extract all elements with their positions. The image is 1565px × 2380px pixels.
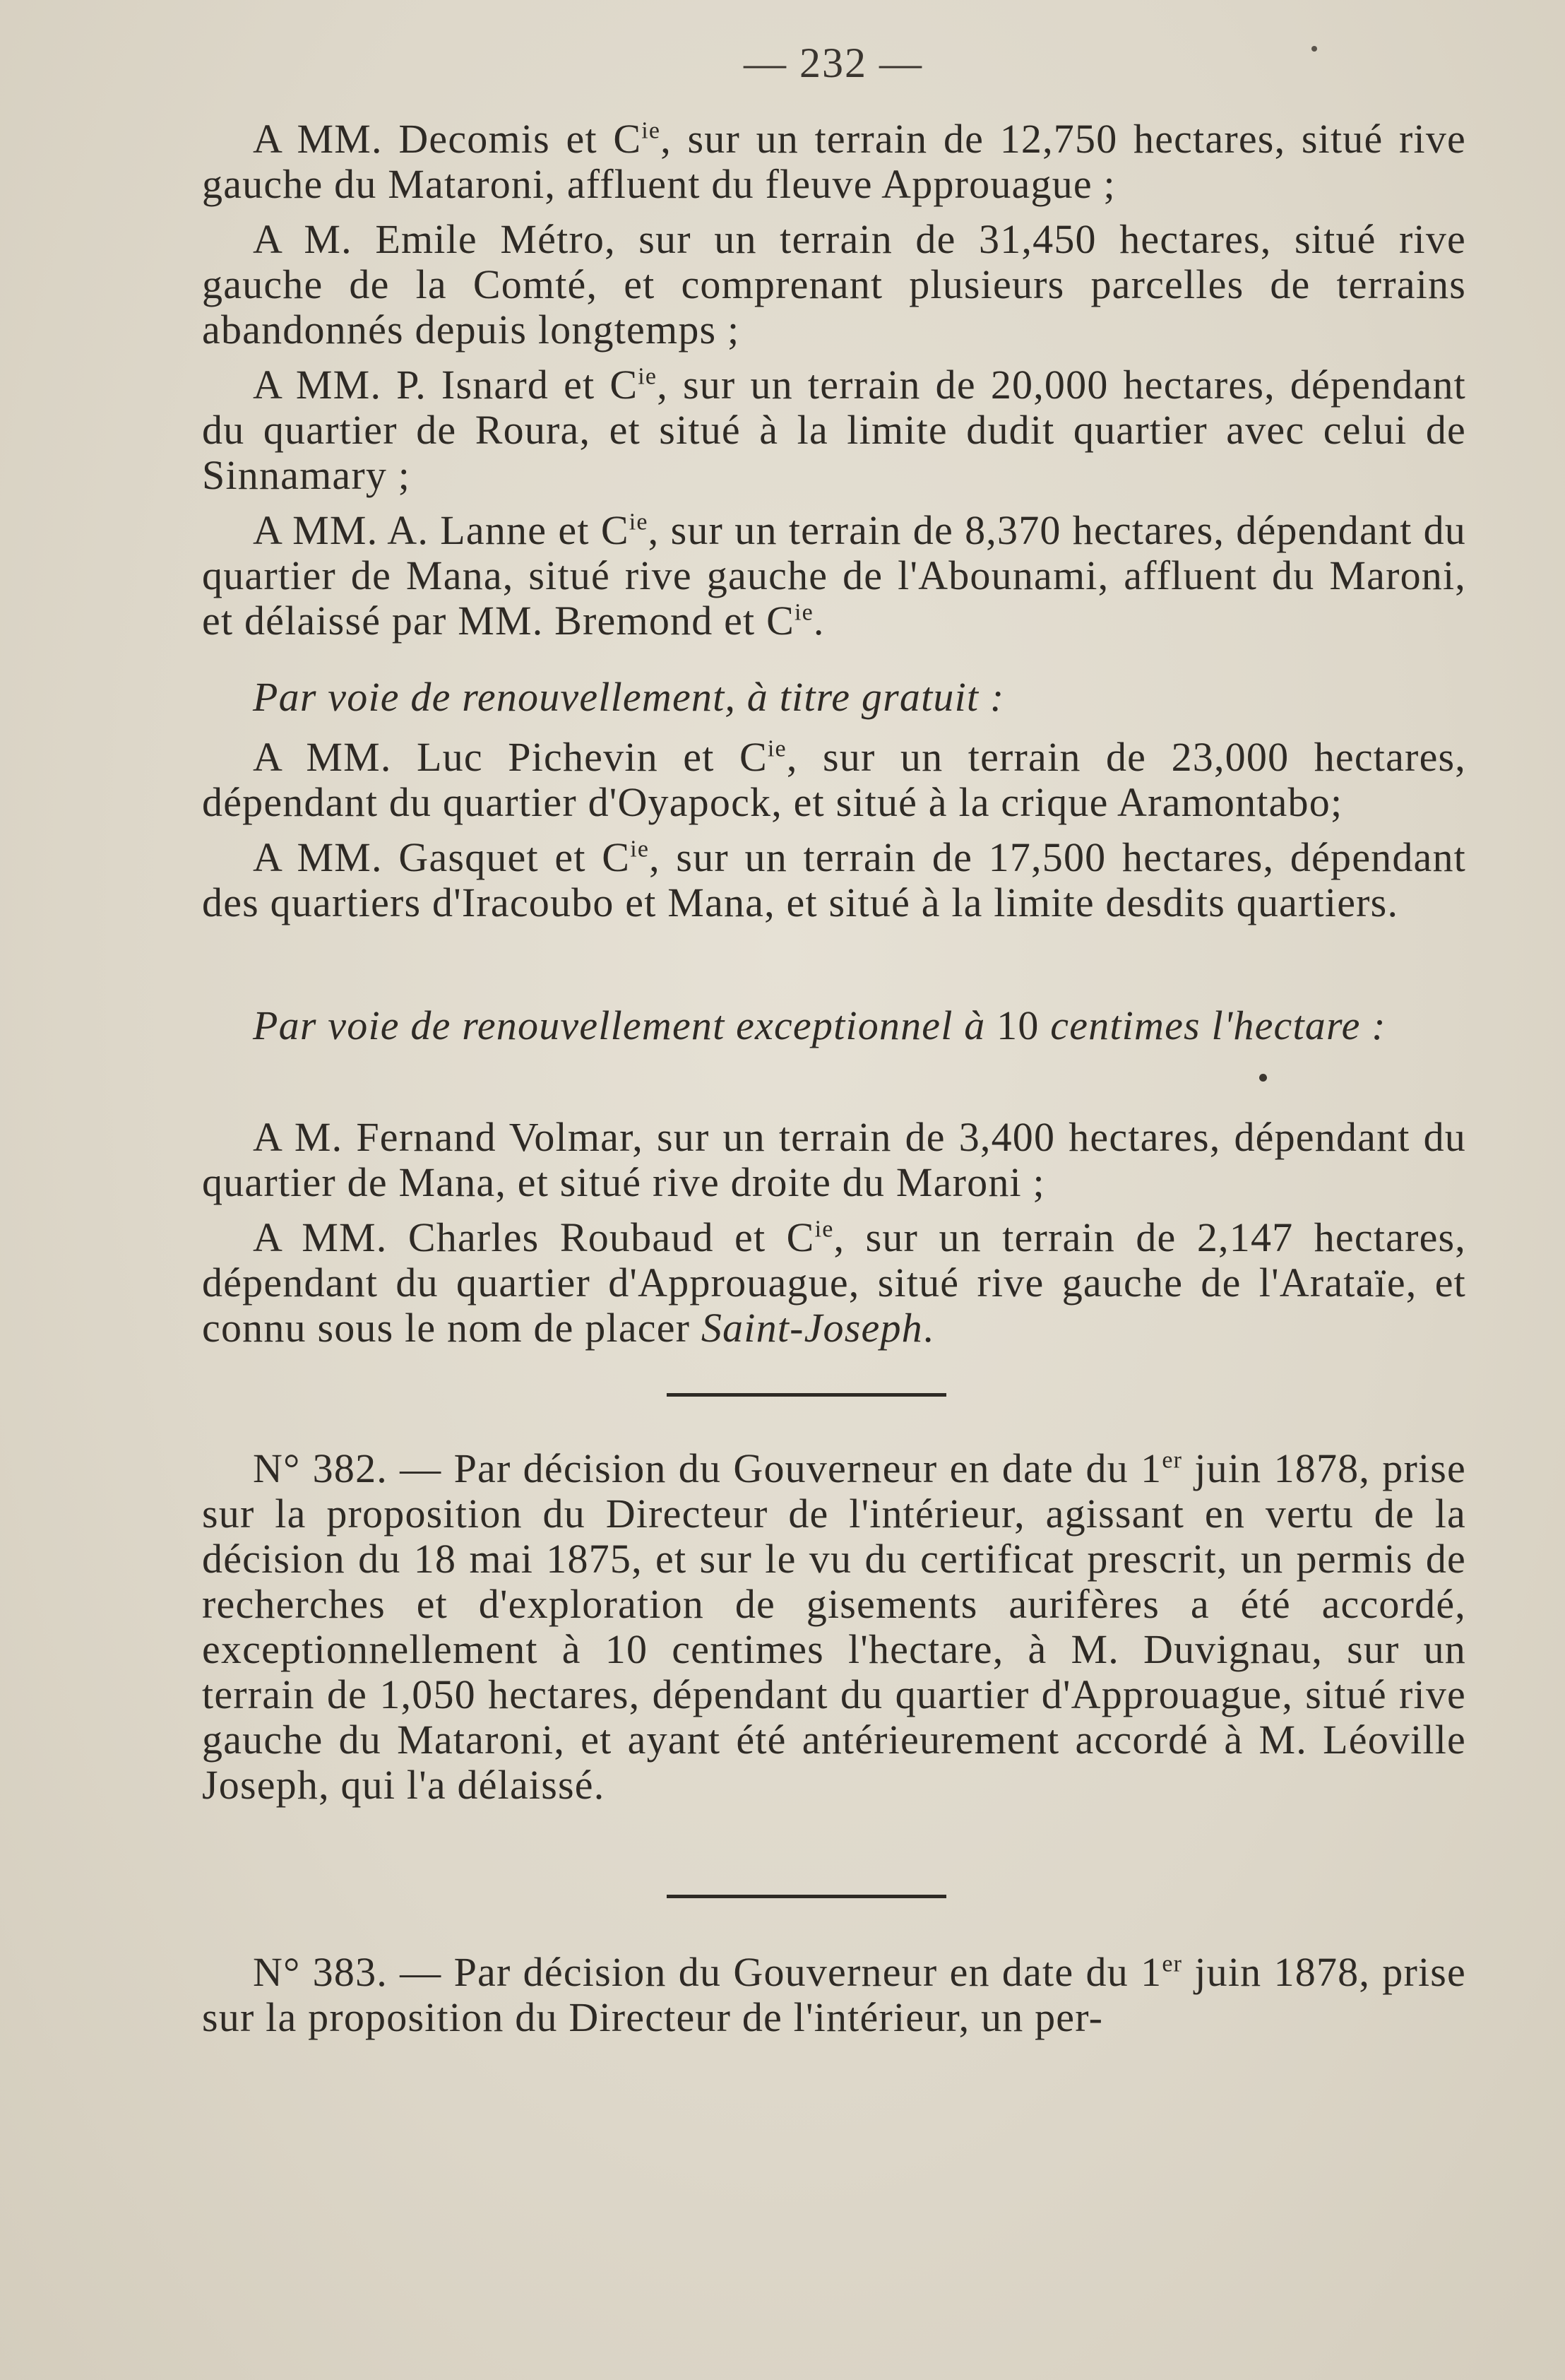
decision-382: [202, 1446, 1466, 1808]
paragraph-lanne: A MM. A. Lanne et $C^{ie}$, sur un terrain de 8,370 hectares, dépendant du quartier de Mana, situé rive gauche de l'Abounami, affluent du Maroni, et délaissé par MM. Bremond et $C^{ie}$.: [202, 507, 1466, 644]
paragraph-roubaud: A MM. Charles Roubaud et $C^{ie}$, sur un terrain de 2,147 hectares, dépendant du quartier d'Approuague, situé rive gauche de l'Arataïe, et connu sous le nom de placer Saint-Joseph.: [202, 1214, 1467, 1351]
section-divider: [667, 1393, 946, 1397]
print-speck: [1311, 46, 1317, 52]
paragraph-pichevin: A MM. Luc Pichevin et $C^{ie}$, sur un terrain de 23,000 hectares, dépendant du quartier d'Oyapock, et situé à la crique Aramontabo;: [202, 734, 1466, 825]
paragraph-decision-383: N° 383. — Par décision du Gouverneur en date du 1er juin 1878, prise sur la proposition du Directeur de l'intérieur, un per-: [202, 1949, 1467, 2040]
concessions-list-3: [202, 1115, 1466, 1351]
paragraph-isnard: A MM. P. Isnard et $C^{ie}$, sur un terrain de 20,000 hectares, dépendant du quartier de Roura, et situé à la limite dudit quartier avec celui de Sinnamary ;: [202, 362, 1466, 498]
paragraph-decision-382: N° 382. — Par décision du Gouverneur en date du 1er juin 1878, prise sur la proposition du Directeur de l'intérieur, agissant en vertu de la décision du 18 mai 1875, et sur le vu du certificat prescrit, un permis de recherches et d'exploration de gisements aurifères a été accordé, exceptionnellement à 10 centimes l'hectare, à M. Duvignau, sur un terrain de 1,050 hectares, dépendant du quartier d'Approuague, situé rive gauche du Mataroni, et ayant été antérieurement accordé à M. Léoville Joseph, qui l'a délaissé.: [202, 1445, 1467, 1808]
print-speck-2: [1259, 1074, 1267, 1082]
heading-renewal-free: Par voie de renouvellement, à titre gratuit :: [253, 674, 1005, 720]
concessions-list-1: [202, 117, 1466, 644]
paragraph-metro: A M. Emile Métro, sur un terrain de 31,450 hectares, situé rive gauche de la Comté, et comprenant plusieurs parcelles de terrains abandonnés depuis longtemps ;: [202, 216, 1466, 353]
page-number: — 232 —: [744, 40, 923, 86]
paragraph-gasquet: A MM. Gasquet et $C^{ie}$, sur un terrain de 17,500 hectares, dépendant des quartiers d'Iracoubo et Mana, et situé à la limite desdits quartiers.: [202, 834, 1466, 925]
paragraph-decomis: A MM. Decomis et $C^{ie}$, sur un terrain de 12,750 hectares, situé rive gauche du Mataroni, affluent du fleuve Approuague ;: [202, 116, 1466, 207]
heading-renewal-exceptional: Par voie de renouvellement exceptionnel à 10 centimes l'hectare :: [253, 1002, 1386, 1048]
paragraph-volmar: A M. Fernand Volmar, sur un terrain de 3,400 hectares, dépendant du quartier de Mana, et situé rive droite du Maroni ;: [202, 1114, 1466, 1205]
decision-383: [202, 1950, 1466, 2040]
section-divider: [667, 1895, 946, 1898]
concessions-list-2: [202, 735, 1466, 925]
